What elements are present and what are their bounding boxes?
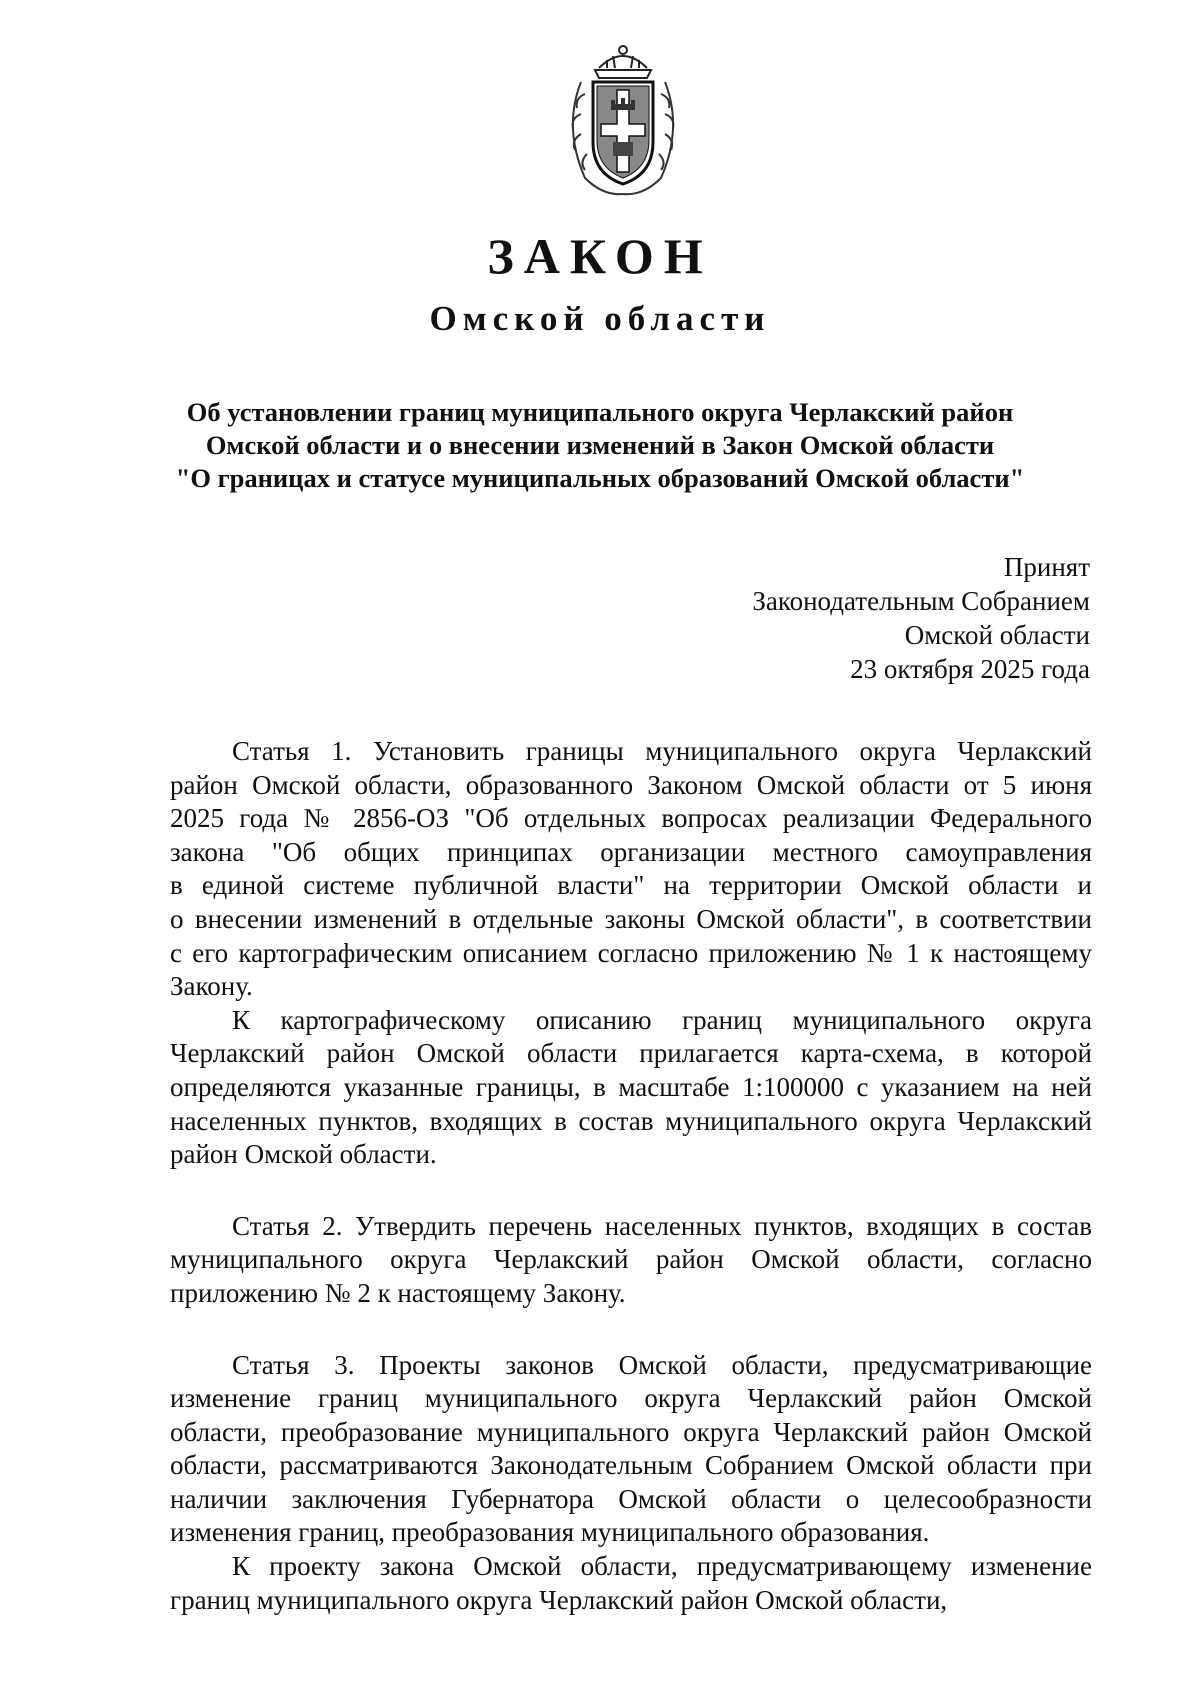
law-heading-line: Омской области и о внесении изменений в Закон Омской области [205,430,995,460]
adoption-block [752,550,1090,686]
paragraph-line: изменение границ муниципального округа Черлакский район Омской [170,1383,1092,1414]
article-3 [170,1349,1092,1618]
document-title: ЗАКОН [487,228,713,284]
article-gap [170,1311,1092,1349]
paragraph-line: о внесении изменений в отдельные законы Омской области", в соответствии [170,903,1092,934]
paragraph-line: К проекту закона Омской области, предусматривающему изменение [232,1551,1092,1582]
paragraph-line: границ муниципального округа Черлакский район Омской области, [170,1584,948,1615]
paragraph-line: области, рассматриваются Законодательным Собранием Омской области при [170,1450,1092,1481]
article-2 [170,1210,1092,1311]
paragraph-line: закона "Об общих принципах организации местного самоуправления [170,836,1092,867]
law-heading-line: "О границах и статусе муниципальных образований Омской области" [175,463,1025,493]
paragraph-line: определяются указанные границы, в масштабе 1:100000 с указанием на ней [170,1071,1092,1102]
paragraph-line: Статья 1. Установить границы муниципального округа Черлакский [232,736,1092,766]
paragraph-line: район Омской области. [170,1139,437,1170]
article-paragraph [170,735,1092,1004]
article-1 [170,735,1092,1172]
paragraph-line: в единой системе публичной власти" на территории Омской области и [170,870,1092,901]
law-heading-line: Об установлении границ муниципального округа Черлакский район [186,397,1014,427]
article-paragraph [170,1550,1092,1617]
paragraph-line: с его картографическим описанием согласно приложению № 1 к настоящему [170,937,1092,968]
paragraph-line: Статья 2. Утвердить перечень населенных пунктов, входящих в состав [232,1210,1092,1241]
law-heading [150,396,1050,495]
paragraph-line: Черлакский район Омской области прилагается карта-схема, в которой [170,1038,1092,1069]
paragraph-line: 2025 года № 2856-ОЗ "Об отдельных вопросах реализации Федерального [170,803,1092,834]
paragraph-line: К картографическому описанию границ муниципального округа [232,1004,1092,1035]
paragraph-line: населенных пунктов, входящих в состав муниципального округа Черлакский [170,1105,1092,1136]
article-paragraph [170,1210,1092,1311]
adoption-line: Законодательным Собранием [752,586,1090,616]
paragraph-line: Статья 3. Проекты законов Омской области, предусматривающие [232,1349,1092,1380]
paragraph-line: муниципального округа Черлакский район Омской области, согласно [170,1244,1092,1275]
article-paragraph [170,1349,1092,1551]
adoption-line: Омской области [904,620,1090,650]
adoption-date: 23 октября 2025 года [850,654,1090,684]
article-paragraph [170,1004,1092,1172]
law-body [170,735,1092,1617]
paragraph-line: район Омской области, образованного Законом Омской области от 5 июня [170,769,1092,800]
coat-of-arms-icon [555,38,691,198]
paragraph-line: Закону. [170,971,253,1002]
document-subtitle: Омской области [429,299,771,338]
paragraph-line: наличии заключения Губернатора Омской области о целесообразности [170,1483,1092,1514]
paragraph-line: приложению № 2 к настоящему Закону. [170,1277,626,1308]
adoption-line: Принят [1003,552,1090,582]
paragraph-line: изменения границ, преобразования муниципального образования. [170,1517,930,1548]
paragraph-line: области, преобразование муниципального округа Черлакский район Омской [170,1416,1092,1447]
article-gap [170,1172,1092,1210]
